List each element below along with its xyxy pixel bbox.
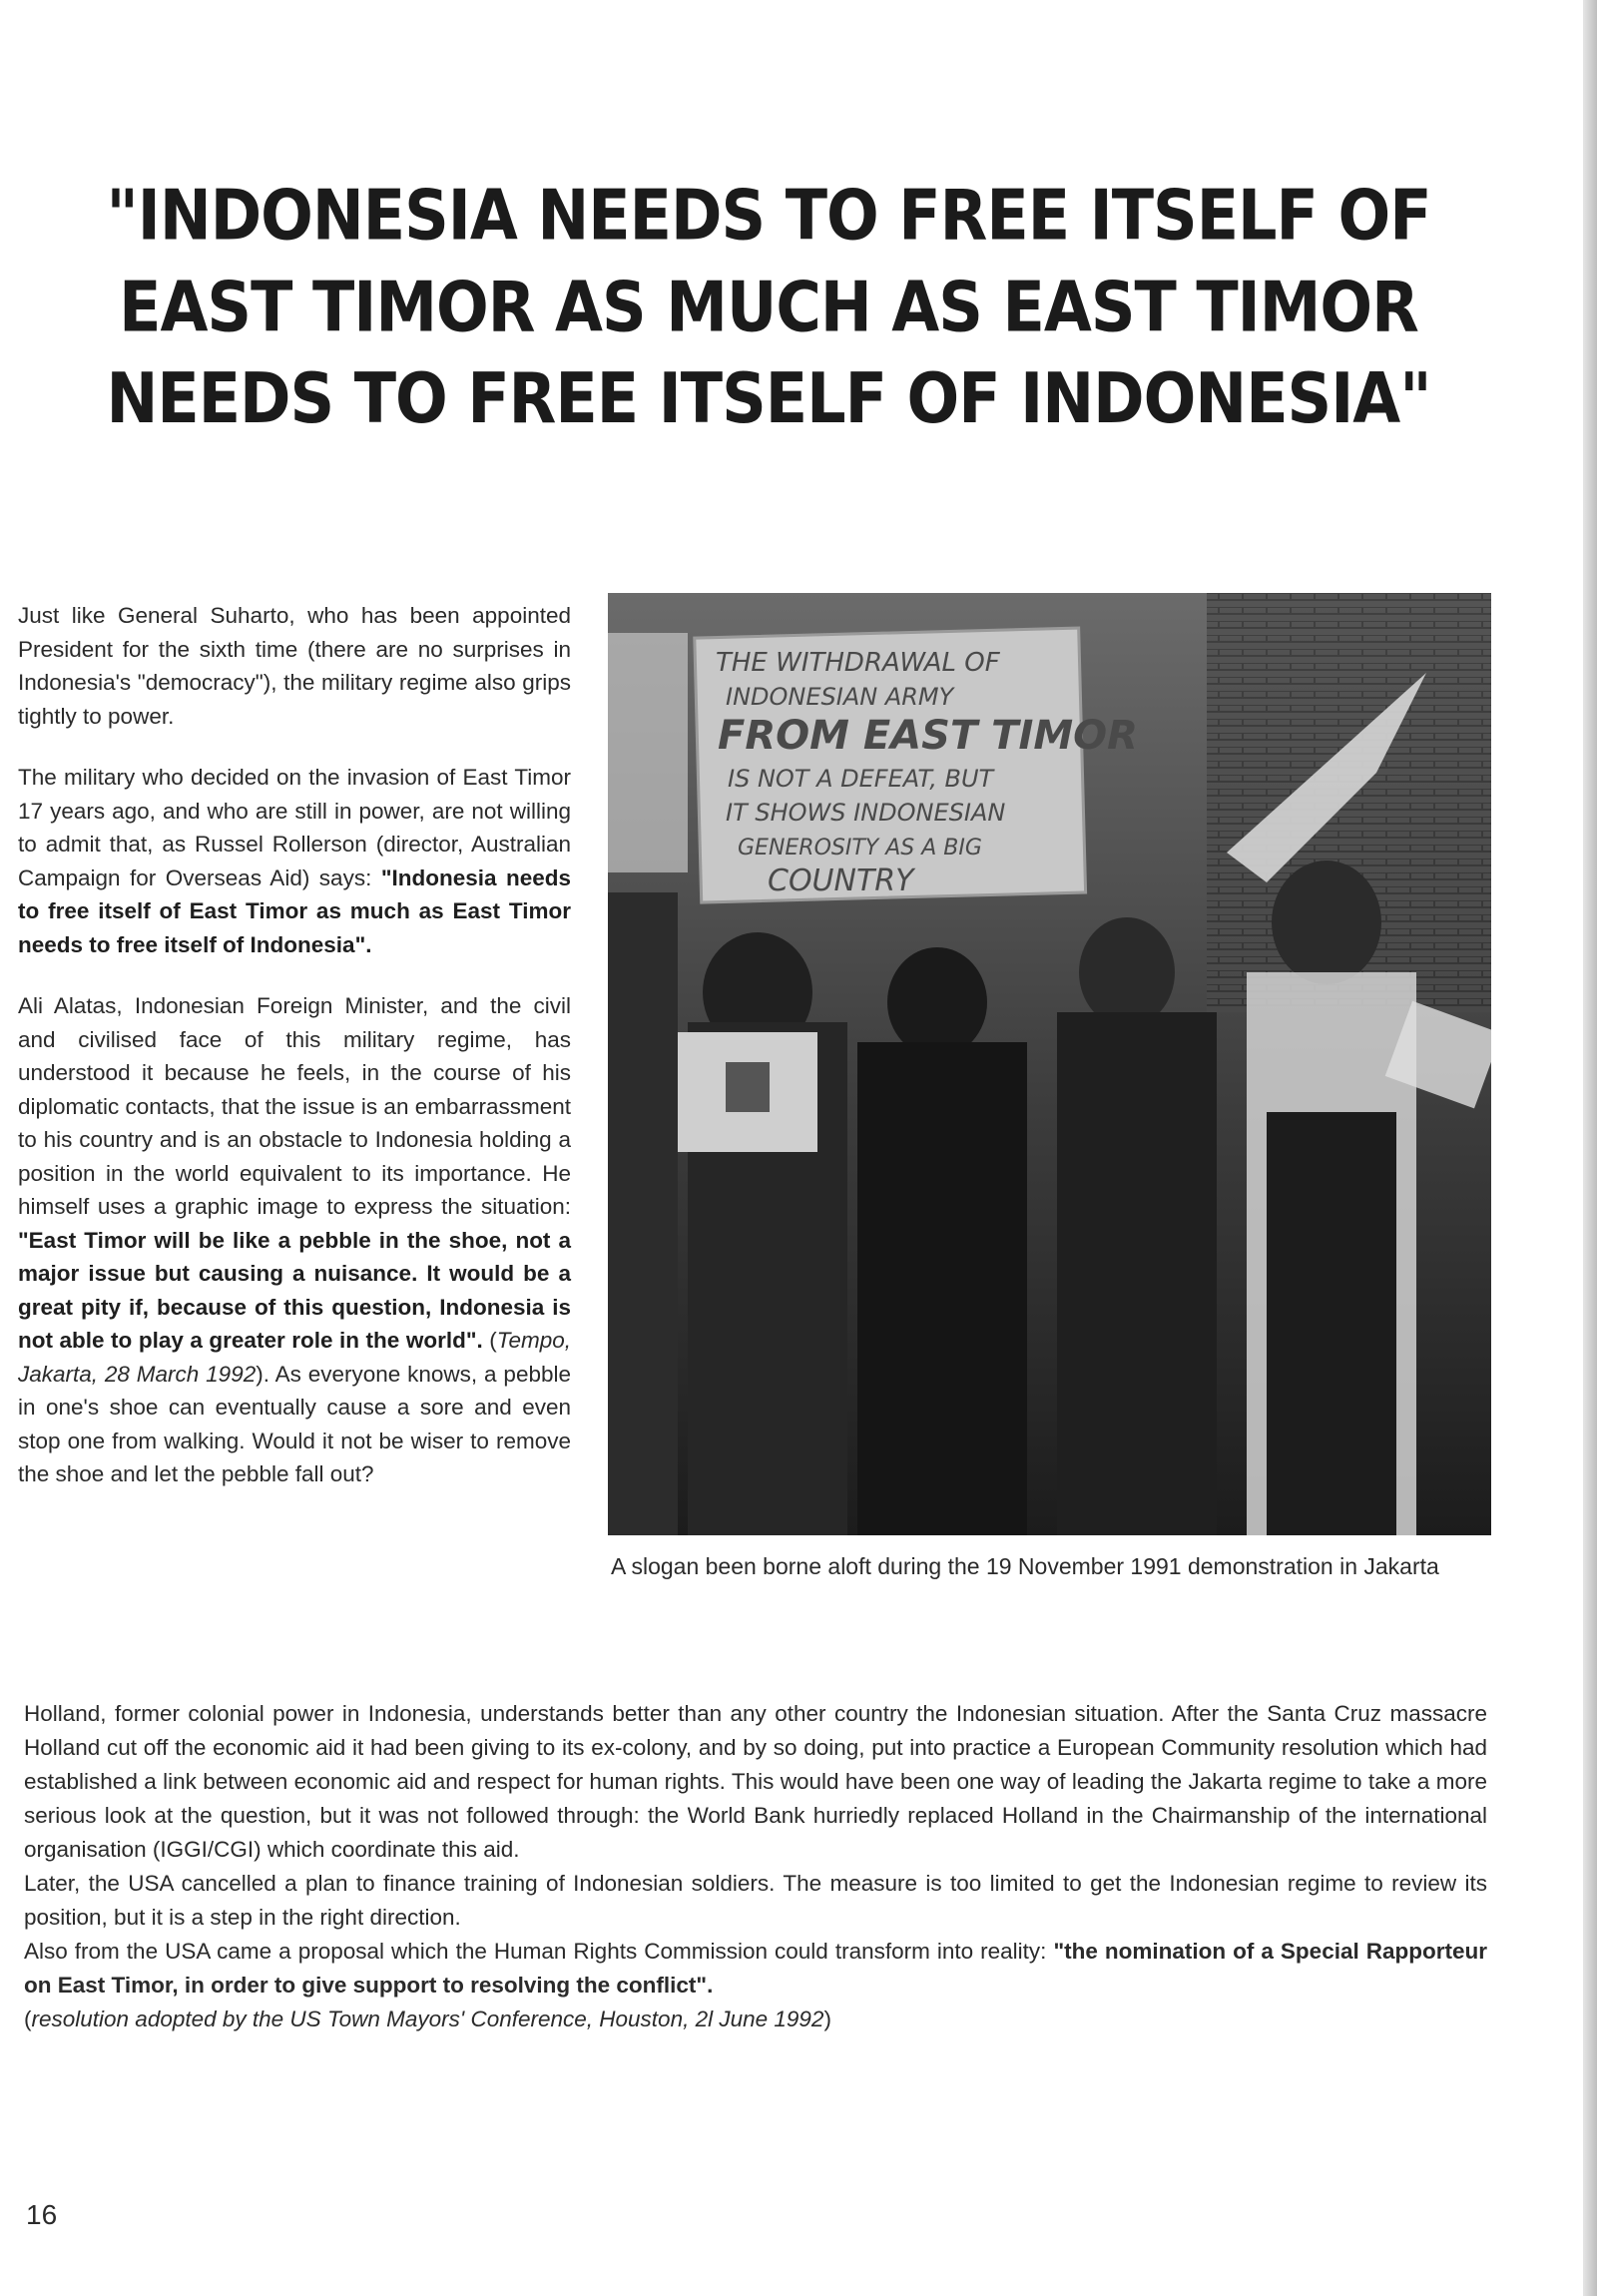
quote-rapporteur: "the nomination of a Special Rapporteur on East Timor, in order to give support to resolving the conflict".: [24, 1939, 1487, 1998]
source-open: (: [24, 2007, 32, 2031]
sign-line: IT SHOWS INDONESIAN: [726, 799, 1006, 827]
demonstration-photo: [608, 593, 1491, 1535]
paragraph-text: ). As everyone knows, a pebble in one's shoe can eventually cause a sore and even stop one from walking. Would it not be wiser to remove the shoe and let the pebble fall out?: [18, 1361, 571, 1486]
sign-line: IS NOT A DEFEAT, BUT: [728, 765, 994, 793]
paragraph-source: [24, 2003, 1487, 2036]
sign-line: COUNTRY: [768, 863, 914, 898]
page-number: 16: [26, 2199, 58, 2230]
source-close: ): [823, 2007, 831, 2031]
paragraph-holland: Holland, former colonial power in Indonesia, understands better than any other country the Indonesian situation. After the Santa Cruz massacre Holland cut off the economic aid it had been giving to its ex-colony, and by so doing, put into practice a European Community resolution which had established a link between economic aid and respect for human rights. This would have been one way of leading the Jakarta regime to take a more serious look at the question, but it was not followed through: the World Bank hurriedly replaced Holland in the Chairmanship of the international organisation (IGGI/CGI) which coordinate this aid.: [24, 1701, 1487, 1862]
sign-line: INDONESIAN ARMY: [726, 683, 954, 711]
left-column: [18, 599, 571, 1519]
sign-line: GENEROSITY AS A BIG: [738, 836, 982, 861]
paragraph-military: [18, 761, 571, 961]
quote-alatas: "East Timor will be like a pebble in the shoe, not a major issue but causing a nuisance. It would be a great pity if, because of this question, Indonesia is not able to play a greater role in the world".: [18, 1227, 571, 1353]
sign-line: FROM EAST TIMOR: [718, 713, 1138, 759]
paragraph-text: Ali Alatas, Indonesian Foreign Minister, and the civil and civilised face of this military regime, has understood it because he feels, in the course of his diplomatic contacts, that the issue is an embarrassment to his country and is an obstacle to Indonesia holding a position in the world equivalent to its importance. He himself uses a graphic image to express the situation:: [18, 993, 572, 1219]
paragraph-usa-training: Later, the USA cancelled a plan to finance training of Indonesian soldiers. The measure is too limited to get the Indonesian regime to review its position, but it is a step in the right direction.: [24, 1871, 1487, 1930]
bottom-text: [24, 1697, 1487, 2036]
quote-rollerson: "Indonesia needs to free itself of East Timor as much as East Timor needs to free itself of Indonesia".: [18, 864, 572, 957]
sign-line: THE WITHDRAWAL OF: [716, 648, 1000, 678]
photo-caption: A slogan been borne aloft during the 19 November 1991 demonstration in Jakarta: [611, 1553, 1439, 1579]
paragraph-suharto: Just like General Suharto, who has been appointed President for the sixth time (there are no surprises in Indonesia's "democracy"), the military regime also grips tightly to power.: [18, 603, 571, 729]
paragraph-usa-proposal: [24, 1935, 1487, 2003]
paragraph-text: Also from the USA came a proposal which the Human Rights Commission could transform into reality:: [24, 1939, 1054, 1964]
headline: "INDONESIA NEEDS TO FREE ITSELF OF EAST TIMOR AS MUCH AS EAST TIMOR NEEDS TO FREE ITSELF OF INDONESIA": [106, 174, 1431, 439]
source-citation: resolution adopted by the US Town Mayors' Conference, Houston, 2l June 1992: [31, 2007, 824, 2031]
paragraph-alatas: [18, 989, 571, 1491]
source-open: (: [482, 1328, 497, 1353]
source-citation: Tempo, Jakarta, 28 March 1992: [18, 1328, 572, 1387]
page-edge-shadow: [1583, 0, 1597, 2296]
paragraph-text: The military who decided on the invasion of East Timor 17 years ago, and who are still in power, are not willing to admit that, as Russel Rollerson (director, Australian Campaign for Overseas Aid) says:: [18, 765, 571, 890]
